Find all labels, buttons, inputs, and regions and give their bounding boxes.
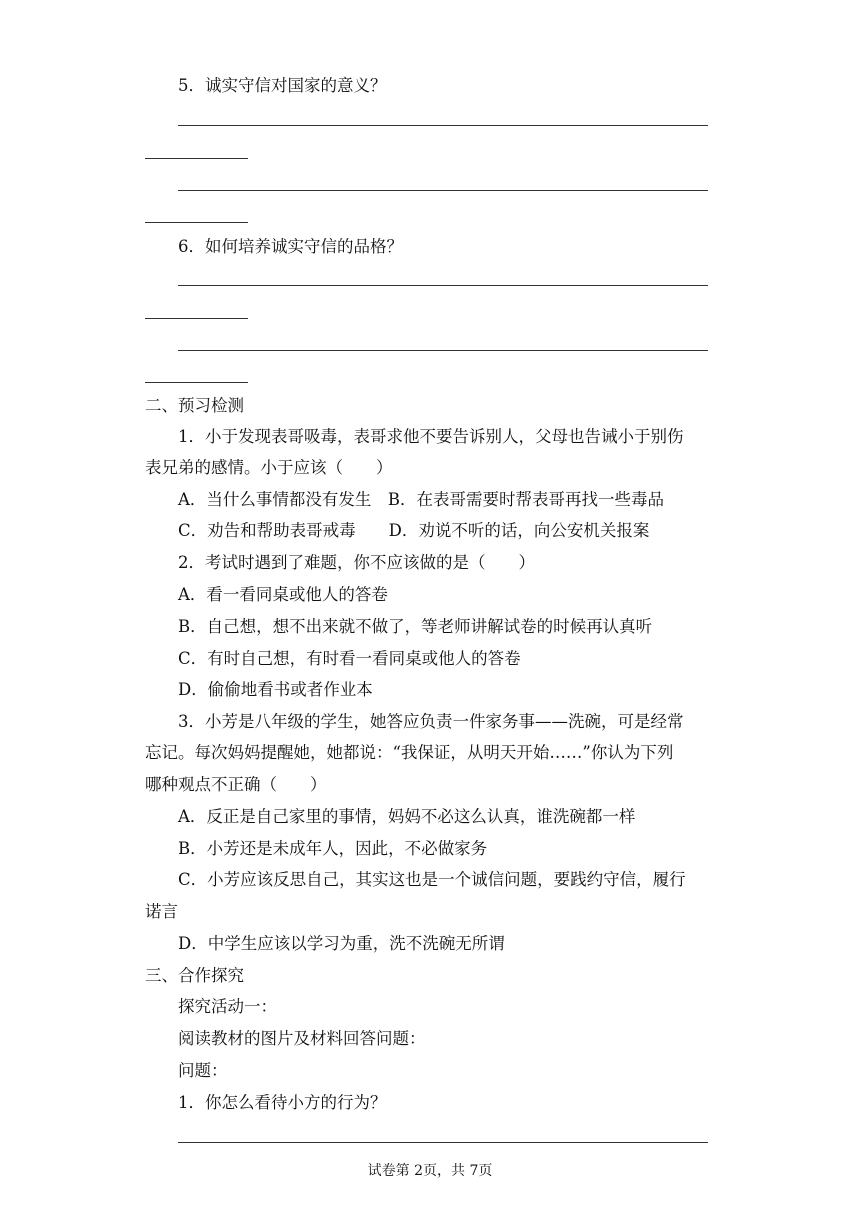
question-stem: 表兄弟的感情。小于应该（ ） [145,458,393,477]
answer-line [178,350,708,351]
question-option: B．小芳还是未成年人，因此，不必做家务 [178,839,488,858]
question-option: D．偷偷地看书或者作业本 [178,680,373,699]
question-stem: 1．小于发现表哥吸毒，表哥求他不要告诉别人，父母也告诫小于别伤 [178,427,684,446]
question-options: C．劝告和帮助表哥戒毒 D．劝说不听的话，向公安机关报案 [178,521,650,540]
question-option: 诺言 [145,902,178,921]
answer-line [178,125,708,126]
answer-line [178,190,708,191]
questions-label: 问题： [178,1061,228,1080]
section-heading: 二、预习检测 [145,396,244,415]
answer-line-continuation [145,222,248,223]
answer-line-continuation [145,158,248,159]
question-option: C．小芳应该反思自己，其实这也是一个诚信问题，要践约守信，履行 [178,870,686,889]
answer-line [178,285,708,286]
answer-line-continuation [145,382,248,383]
question-stem: 2．考试时遇到了难题，你不应该做的是（ ） [178,553,535,572]
question-stem: 哪种观点不正确（ ） [145,775,327,794]
question-6: 6．如何培养诚实守信的品格？ [178,237,403,256]
question-option: A．反正是自己家里的事情，妈妈不必这么认真，谁洗碗都一样 [178,807,636,826]
question-stem: 忘记。每次妈妈提醒她，她都说：“我保证，从明天开始……”你认为下列 [145,743,674,762]
question-options: A．当什么事情都没有发生 B．在表哥需要时帮表哥再找一些毒品 [178,490,665,509]
question-option: A．看一看同桌或他人的答卷 [178,585,388,604]
question-stem: 3．小芳是八年级的学生，她答应负责一件家务事——洗碗，可是经常 [178,712,684,731]
question-5: 5．诚实守信对国家的意义？ [178,76,387,95]
answer-line [178,1142,708,1143]
question-option: C．有时自己想，有时看一看同桌或他人的答卷 [178,649,521,668]
page-footer: 试卷第 2页，共 7页 [367,1163,493,1179]
question-option: D．中学生应该以学习为重，洗不洗碗无所谓 [178,934,505,953]
instruction-text: 阅读教材的图片及材料回答问题： [178,1029,426,1048]
activity-title: 探究活动一： [178,997,277,1016]
question-option: B．自己想，想不出来就不做了，等老师讲解试卷的时候再认真听 [178,617,653,636]
answer-line-continuation [145,318,248,319]
question-1: 1．你怎么看待小方的行为？ [178,1093,387,1112]
section-heading: 三、合作探究 [145,966,244,985]
